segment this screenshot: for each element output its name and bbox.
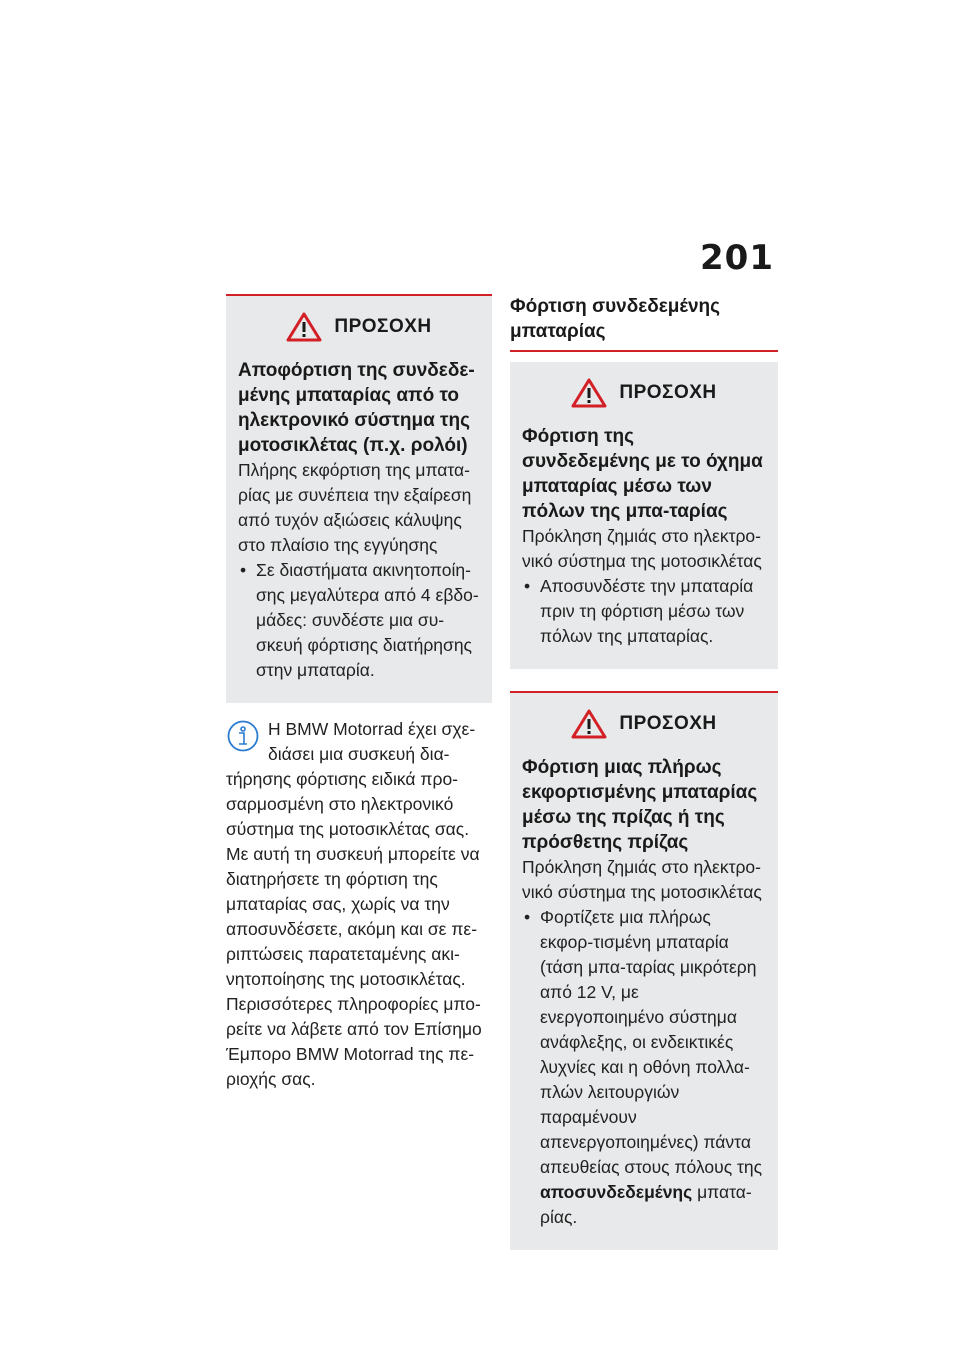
warning-triangle-icon xyxy=(571,709,607,739)
warning-box-pole-charging xyxy=(510,362,778,669)
warning-text: Πρόκληση ζημιάς στο ηλεκτρο-νικό σύστημα της μοτοσικλέτας xyxy=(522,526,762,571)
warning-heading: Φόρτιση μιας πλήρως εκφορτισμένης μπαταρίας μέσω της πρίζας ή της πρόσθετης πρίζας xyxy=(522,757,758,853)
info-note xyxy=(226,717,492,1092)
warning-header xyxy=(522,378,766,408)
info-text-first: Η BMW Motorrad έχει σχε-διάσει μια συσκευή δια- xyxy=(268,719,476,764)
info-icon xyxy=(226,719,260,758)
bullet-text-start: Φορτίζετε μια πλήρως εκφορ-τισμένη μπαταρία (τάση μπα-ταρίας μικρότερη από 12 V, με ενεργοποιημένο σύστημα ανάφλεξης, οι ενδεικτικές λυχνίες και η οθόνη πολλα-πλών λειτουργιών παραμένουν απενεργοποιημένες) πάντα απευθείας στους πόλους της xyxy=(540,907,763,1177)
bullet-text-bold: αποσυνδεδεμένης xyxy=(540,1182,693,1202)
right-column xyxy=(510,294,778,1250)
warning-text: Πρόκληση ζημιάς στο ηλεκτρο-νικό σύστημα της μοτοσικλέτας xyxy=(522,857,762,902)
warning-triangle-icon xyxy=(571,378,607,408)
warning-label: ΠΡΟΣΟΧΗ xyxy=(619,382,717,403)
warning-label: ΠΡΟΣΟΧΗ xyxy=(619,713,717,734)
warning-header xyxy=(522,709,766,739)
warning-bullet: • Αποσυνδέστε την μπαταρία πριν τη φόρτιση μέσω των πόλων της μπαταρίας. xyxy=(522,574,766,649)
info-text-rest: τήρησης φόρτισης ειδικά προ-σαρμοσμένη στο ηλεκτρονικό σύστημα της μοτοσικλέτας σας. Με αυτή τη συσκευή μπορείτε να διατηρήσετε τη φόρτιση της μπαταρίας σας, χωρίς να την αποσυνδέσετε, ακόμη και σε πε-ριπτώσεις παρατεταμένης ακι-νητοποίησης της μοτοσικλέτας. Περισσότερες πληροφορίες μπο-ρείτε να λάβετε από τον Επίσημο Έμπορο BMW Motorrad της πε-ριοχής σας. xyxy=(226,769,482,1089)
warning-bullet: • Σε διαστήματα ακινητοποίη-σης μεγαλύτερα από 4 εβδο-μάδες: συνδέστε μια συ-σκευή φόρτισης διατήρησης στην μπαταρία. xyxy=(238,558,480,683)
warning-box-socket-charging xyxy=(510,691,778,1250)
warning-heading: Αποφόρτιση της συνδεδε-μένης μπαταρίας από το ηλεκτρονικό σύστημα της μοτοσικλέτας (π.χ. ρολόι) xyxy=(238,360,475,456)
warning-box-battery-discharge xyxy=(226,294,492,703)
warning-label: ΠΡΟΣΟΧΗ xyxy=(334,316,432,337)
warning-text: Πλήρης εκφόρτιση της μπατα-ρίας με συνέπεια την εξαίρεση από τυχόν αξιώσεις κάλυψης στο πλαίσιο της εγγύησης xyxy=(238,460,472,555)
warning-heading: Φόρτιση της συνδεδεμένης με το όχημα μπαταρίας μέσω των πόλων της μπα-ταρίας xyxy=(522,426,763,522)
warning-header xyxy=(238,312,480,342)
left-column xyxy=(226,294,492,1092)
page-number: 201 xyxy=(700,238,774,278)
warning-triangle-icon xyxy=(286,312,322,342)
bullet-text-end: μπατα-ρίας. xyxy=(540,1182,752,1227)
section-title: Φόρτιση συνδεδεμένης μπαταρίας xyxy=(510,294,778,352)
warning-bullet xyxy=(522,905,766,1230)
